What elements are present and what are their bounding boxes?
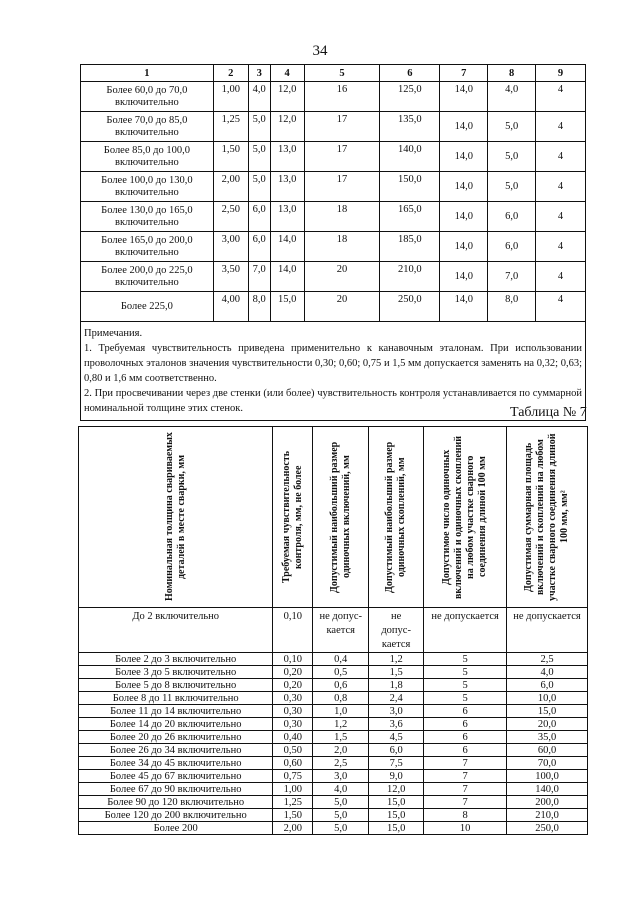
table-cell: 200,0 (507, 796, 588, 809)
table-cell: 1,25 (213, 112, 248, 142)
table-cell: 13,0 (270, 202, 304, 232)
table-row (81, 262, 586, 292)
table-cell: 12,0 (270, 82, 304, 112)
thickness-range-cell: Более 200,0 до 225,0 включительно (81, 262, 214, 292)
table-cell: 14,0 (440, 82, 488, 112)
table-cell: 7 (424, 783, 507, 796)
table-cell: 0,30 (273, 692, 313, 705)
table-cell: 6 (424, 705, 507, 718)
table-cell: 5,0 (313, 809, 369, 822)
table-row (79, 653, 588, 666)
table-cell: 3,0 (369, 705, 424, 718)
table-cell: 35,0 (507, 731, 588, 744)
table-cell: 5 (424, 666, 507, 679)
table-cell: 14,0 (440, 172, 488, 202)
page-number: 34 (312, 43, 328, 59)
table-cell: 250,0 (507, 822, 588, 835)
table-cell: 16 (304, 82, 380, 112)
column-number: 8 (488, 65, 536, 82)
thickness-range-cell: Более 90 до 120 включительно (79, 796, 273, 809)
table-cell: 140,0 (507, 783, 588, 796)
table-cell: 2,00 (213, 172, 248, 202)
column-number: 5 (304, 65, 380, 82)
thickness-range-cell: Более 120 до 200 включительно (79, 809, 273, 822)
table-row (81, 202, 586, 232)
table-cell: 5,0 (488, 142, 536, 172)
table-cell: 0,4 (313, 653, 369, 666)
table-cell: 5,0 (313, 796, 369, 809)
column-number: 4 (270, 65, 304, 82)
table-cell: 0,30 (273, 718, 313, 731)
table-cell: 3,00 (213, 232, 248, 262)
table-cell: 5 (424, 692, 507, 705)
table-cell: 13,0 (270, 142, 304, 172)
table-row (79, 608, 588, 653)
table-cell: 135,0 (380, 112, 440, 142)
table-cell: 60,0 (507, 744, 588, 757)
table-cell: 4 (536, 262, 586, 292)
table-cell: 5,0 (313, 822, 369, 835)
table-row (81, 142, 586, 172)
thickness-range-cell: Более 70,0 до 85,0 включительно (81, 112, 214, 142)
table-cell: 12,0 (369, 783, 424, 796)
table-row (79, 822, 588, 835)
table-cell: 0,75 (273, 770, 313, 783)
table-cell: 1,8 (369, 679, 424, 692)
table-row (81, 172, 586, 202)
table-cell: 2,5 (313, 757, 369, 770)
thickness-range-cell: Более 26 до 34 включительно (79, 744, 273, 757)
table-cell: 7 (424, 796, 507, 809)
table-cell: 15,0 (369, 796, 424, 809)
table-cell: 1,00 (213, 82, 248, 112)
table-row (81, 82, 586, 112)
table-header-row (81, 65, 586, 82)
table-row (79, 705, 588, 718)
table-cell: не допус-кается (313, 608, 369, 653)
table-cell: 6 (424, 744, 507, 757)
table-cell: 17 (304, 172, 380, 202)
table-cell: 8 (424, 809, 507, 822)
thickness-range-cell: Более 11 до 14 включительно (79, 705, 273, 718)
table-cell: 6,0 (369, 744, 424, 757)
table-cell: 14,0 (270, 232, 304, 262)
table-row (81, 112, 586, 142)
sensitivity-table-continuation (80, 64, 586, 421)
thickness-range-cell: Более 45 до 67 включительно (79, 770, 273, 783)
table-cell: 0,60 (273, 757, 313, 770)
defects-table (78, 426, 588, 835)
table-cell: 4 (536, 232, 586, 262)
table-cell: 14,0 (270, 262, 304, 292)
thickness-range-cell: Более 14 до 20 включительно (79, 718, 273, 731)
thickness-range-cell: До 2 включительно (79, 608, 273, 653)
table-row (79, 783, 588, 796)
table-cell: 0,20 (273, 666, 313, 679)
table-cell: 1,25 (273, 796, 313, 809)
table-cell: 4 (536, 172, 586, 202)
table-cell: 210,0 (380, 262, 440, 292)
table-cell: 6 (424, 718, 507, 731)
table-row (81, 292, 586, 322)
table-cell: 4,0 (507, 666, 588, 679)
table-cell: не допус-кается (369, 608, 424, 653)
table-cell: не допускается (507, 608, 588, 653)
table-cell: 2,4 (369, 692, 424, 705)
table-cell: 5,0 (248, 112, 270, 142)
table-cell: 12,0 (270, 112, 304, 142)
table-cell: 0,20 (273, 679, 313, 692)
table-cell: 14,0 (440, 112, 488, 142)
table-row (79, 796, 588, 809)
table-row (79, 757, 588, 770)
header-total-area: Допустимая суммарная площадь включений и скоплений на любом участке сварного соединения длиной 100 мм, мм² (507, 427, 588, 608)
table-cell: 20,0 (507, 718, 588, 731)
column-number: 7 (440, 65, 488, 82)
table-cell: 125,0 (380, 82, 440, 112)
thickness-range-cell: Более 34 до 45 включительно (79, 757, 273, 770)
table-cell: 8,0 (248, 292, 270, 322)
table-cell: 0,40 (273, 731, 313, 744)
table-cell: 0,8 (313, 692, 369, 705)
table-cell: 7 (424, 757, 507, 770)
table-cell: 4,00 (213, 292, 248, 322)
table-cell: 18 (304, 232, 380, 262)
table-cell: 15,0 (507, 705, 588, 718)
table-cell: 6,0 (248, 232, 270, 262)
table-cell: 7,5 (369, 757, 424, 770)
thickness-range-cell: Более 2 до 3 включительно (79, 653, 273, 666)
table-row (79, 770, 588, 783)
table-cell: 5 (424, 653, 507, 666)
table-cell: 10,0 (507, 692, 588, 705)
table-cell: 4,5 (369, 731, 424, 744)
table-cell: 4,0 (488, 82, 536, 112)
table-cell: 4 (536, 202, 586, 232)
table-cell: 150,0 (380, 172, 440, 202)
thickness-range-cell: Более 225,0 (81, 292, 214, 322)
table-cell: 1,5 (369, 666, 424, 679)
table-cell: 1,50 (273, 809, 313, 822)
table-row (79, 809, 588, 822)
table-cell: 4 (536, 142, 586, 172)
table-cell: 6 (424, 731, 507, 744)
table-cell: 14,0 (440, 262, 488, 292)
table-cell: 0,30 (273, 705, 313, 718)
note-2: 2. При просвечивании через две стенки (или более) чувствительность контроля устанавливается по суммарной номинальной толщине этих стенок. (84, 388, 582, 414)
table-cell: 2,00 (273, 822, 313, 835)
column-number: 6 (380, 65, 440, 82)
thickness-range-cell: Более 130,0 до 165,0 включительно (81, 202, 214, 232)
table-cell: 15,0 (270, 292, 304, 322)
table-cell: 0,50 (273, 744, 313, 757)
table-row (79, 731, 588, 744)
header-thickness: Номинальная толщина свариваемых деталей в месте сварки, мм (79, 427, 273, 608)
header-max-cluster: Допустимый наибольший размер одиночных скоплений, мм (369, 427, 424, 608)
table-cell: 17 (304, 142, 380, 172)
table-cell: 5,0 (488, 172, 536, 202)
table-cell: 7,0 (488, 262, 536, 292)
table-cell: 3,6 (369, 718, 424, 731)
table-cell: 0,10 (273, 653, 313, 666)
thickness-range-cell: Более 3 до 5 включительно (79, 666, 273, 679)
thickness-range-cell: Более 85,0 до 100,0 включительно (81, 142, 214, 172)
table-row (79, 679, 588, 692)
table-cell: 4,0 (248, 82, 270, 112)
table-cell: 5,0 (248, 142, 270, 172)
table-cell: 5,0 (248, 172, 270, 202)
table-cell: 7 (424, 770, 507, 783)
thickness-range-cell: Более 8 до 11 включительно (79, 692, 273, 705)
table-cell: 0,10 (273, 608, 313, 653)
column-number: 9 (536, 65, 586, 82)
thickness-range-cell: Более 20 до 26 включительно (79, 731, 273, 744)
table-cell: 250,0 (380, 292, 440, 322)
table-cell: 4,0 (313, 783, 369, 796)
header-count: Допустимое число одиночных включений и одиночных скоплений на любом участке сварного соединения длиной 100 мм (424, 427, 507, 608)
header-max-inclusion: Допустимый наибольший размер одиночных включений, мм (313, 427, 369, 608)
table-cell: 3,50 (213, 262, 248, 292)
table-row (79, 666, 588, 679)
thickness-range-cell: Более 100,0 до 130,0 включительно (81, 172, 214, 202)
table-cell: 165,0 (380, 202, 440, 232)
table-cell: 5 (424, 679, 507, 692)
table-cell: 14,0 (440, 142, 488, 172)
table-cell: 4 (536, 82, 586, 112)
table-cell: 185,0 (380, 232, 440, 262)
table-cell: 13,0 (270, 172, 304, 202)
column-number: 2 (213, 65, 248, 82)
table-cell: 8,0 (488, 292, 536, 322)
table-cell: 1,0 (313, 705, 369, 718)
table-cell: 2,0 (313, 744, 369, 757)
table-cell: 14,0 (440, 202, 488, 232)
table-cell: 6,0 (488, 232, 536, 262)
table-cell: 17 (304, 112, 380, 142)
column-number: 3 (248, 65, 270, 82)
table-row (79, 744, 588, 757)
table-cell: 15,0 (369, 822, 424, 835)
table-header-row (79, 427, 588, 608)
table-cell: 14,0 (440, 292, 488, 322)
table-cell: 0,5 (313, 666, 369, 679)
note-1: 1. Требуемая чувствительность приведена применительно к канавочным эталонам. При использовании проволочных эталонов значения чувствительности 0,30; 0,60; 0,75 и 1,5 мм допускается заменять на 0,32; 0,63; 0,80 и 1,6 мм соответственно. (84, 343, 582, 384)
table-cell: 10 (424, 822, 507, 835)
table-cell: 14,0 (440, 232, 488, 262)
table-cell: не допускается (424, 608, 507, 653)
thickness-range-cell: Более 60,0 до 70,0 включительно (81, 82, 214, 112)
table-cell: 140,0 (380, 142, 440, 172)
table-caption: Таблица № 7 (510, 405, 587, 420)
table-cell: 9,0 (369, 770, 424, 783)
thickness-range-cell: Более 67 до 90 включительно (79, 783, 273, 796)
table-cell: 7,0 (248, 262, 270, 292)
table-cell: 1,2 (369, 653, 424, 666)
table-cell: 4 (536, 112, 586, 142)
thickness-range-cell: Более 165,0 до 200,0 включительно (81, 232, 214, 262)
thickness-range-cell: Более 200 (79, 822, 273, 835)
table-row (79, 692, 588, 705)
table-cell: 6,0 (248, 202, 270, 232)
table-cell: 18 (304, 202, 380, 232)
table-cell: 1,2 (313, 718, 369, 731)
table-row (81, 232, 586, 262)
table-cell: 1,00 (273, 783, 313, 796)
table-cell: 20 (304, 262, 380, 292)
table-cell: 100,0 (507, 770, 588, 783)
table-cell: 2,50 (213, 202, 248, 232)
column-number: 1 (81, 65, 214, 82)
header-sensitivity: Требуемая чувствительность контроля, мм, не более (273, 427, 313, 608)
table-cell: 70,0 (507, 757, 588, 770)
table-cell: 1,5 (313, 731, 369, 744)
table-cell: 1,50 (213, 142, 248, 172)
table-cell: 2,5 (507, 653, 588, 666)
table-cell: 15,0 (369, 809, 424, 822)
table-cell: 6,0 (488, 202, 536, 232)
table-cell: 210,0 (507, 809, 588, 822)
thickness-range-cell: Более 5 до 8 включительно (79, 679, 273, 692)
table-cell: 0,6 (313, 679, 369, 692)
table-row (79, 718, 588, 731)
table-cell: 20 (304, 292, 380, 322)
table-cell: 4 (536, 292, 586, 322)
table-cell: 3,0 (313, 770, 369, 783)
notes-title: Примечания. (84, 328, 143, 339)
table-cell: 5,0 (488, 112, 536, 142)
table-cell: 6,0 (507, 679, 588, 692)
